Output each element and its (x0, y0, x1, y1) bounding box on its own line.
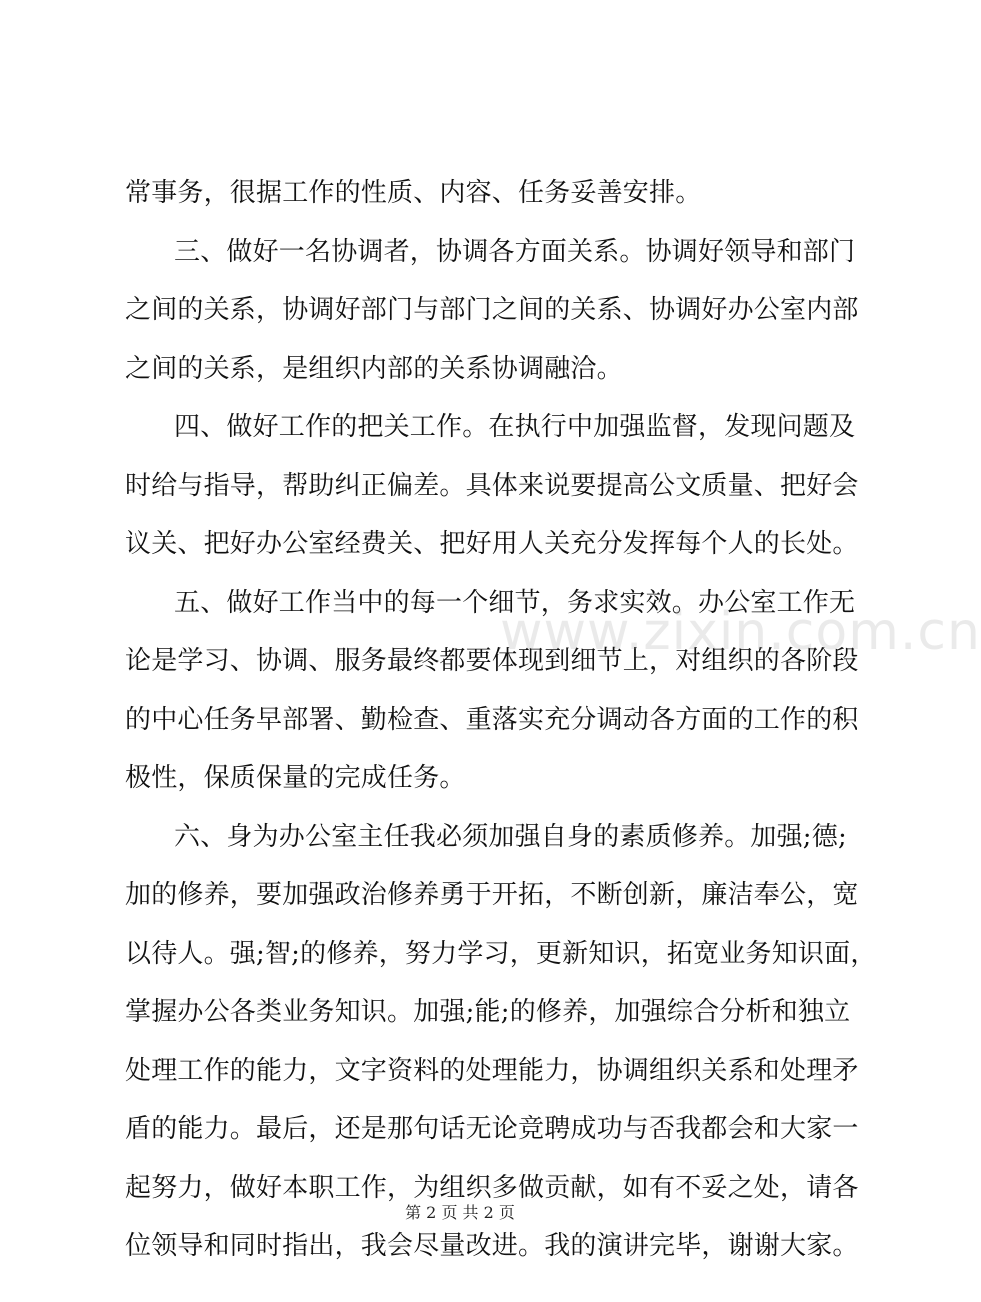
text-line: 常事务，很据工作的性质、内容、任务妥善安排。 (125, 178, 702, 208)
text-line: 六、身为办公室主任我必须加强自身的素质修养。加强;德; (174, 821, 847, 852)
text-line: 位领导和同时指出，我会尽量改进。我的演讲完毕，谢谢大家。 (125, 1231, 859, 1261)
text-line: 加的修养，要加强政治修养勇于开拓，不断创新，廉洁奉公，宽 (125, 880, 859, 910)
text-line: 极性，保质保量的完成任务。 (125, 763, 466, 793)
text-line: 处理工作的能力，文字资料的处理能力，协调组织关系和处理矛 (125, 1055, 859, 1086)
document-body (125, 164, 877, 1276)
text-line: 起努力，做好本职工作，为组织多做贡献，如有不妥之处，请各 (125, 1172, 859, 1203)
page-footer: 第 2 页 共 2 页 (405, 1203, 515, 1222)
text-line: 之间的关系，是组织内部的关系协调融洽。 (125, 353, 623, 384)
text-line: 以待人。强;智;的修养，努力学习，更新知识，拓宽业务知识面， (125, 938, 877, 969)
text-line: 的中心任务早部署、勤检查、重落实充分调动各方面的工作的积 (125, 704, 859, 735)
text-line: 盾的能力。最后，还是那句话无论竞聘成功与否我都会和大家一 (125, 1114, 859, 1144)
text-line: 之间的关系，协调好部门与部门之间的关系、协调好办公室内部 (125, 295, 859, 325)
text-line: 议关、把好办公室经费关、把好用人关充分发挥每个人的长处。 (125, 529, 859, 559)
text-line: 四、做好工作的把关工作。在执行中加强监督，发现问题及 (174, 412, 856, 442)
text-line: 时给与指导，帮助纠正偏差。具体来说要提高公文质量、把好会 (125, 470, 859, 501)
text-line: 三、做好一名协调者，协调各方面关系。协调好领导和部门 (174, 236, 856, 267)
text-line: 五、做好工作当中的每一个细节，务求实效。办公室工作无 (174, 587, 856, 618)
text-line: 掌握办公各类业务知识。加强;能;的修养，加强综合分析和独立 (125, 997, 851, 1027)
text-line: 论是学习、协调、服务最终都要体现到细节上，对组织的各阶段 (125, 646, 859, 676)
watermark: www.zixin.com.cn (500, 602, 981, 662)
